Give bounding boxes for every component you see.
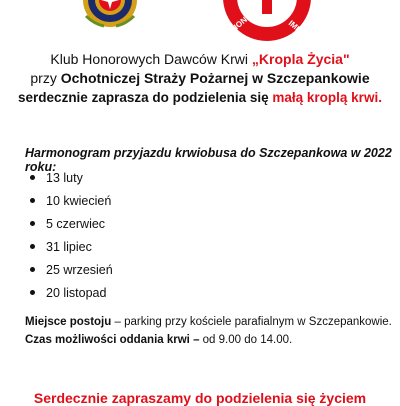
header-line-2 (0, 69, 400, 88)
location-info (25, 316, 392, 328)
time-text: od 9.00 do 14.00. (199, 334, 293, 346)
schedule-date: 20 listopad (28, 283, 113, 306)
schedule-title: Harmonogram przyjazdu krwiobusa do Szczepankowa w 2022 roku: (25, 146, 392, 174)
header-line-2-prefix: przy (30, 70, 61, 86)
club-name: Klub Honorowych Dawców Krwi (50, 51, 252, 67)
logo-text-imb: IMB (286, 18, 304, 35)
time-label: Czas możliwości oddania krwi – (25, 334, 200, 346)
footer-invitation: Serdecznie zapraszamy do podzielenia się życiem (33, 390, 367, 406)
logo-text-hon: HON (229, 15, 249, 34)
logo-text-pck: PCK (258, 27, 275, 36)
pck-blood-donor-logo (222, 0, 312, 42)
header-line-1 (0, 50, 400, 69)
header-line-3 (0, 88, 400, 107)
invitation-header (0, 50, 400, 107)
fire-station-name: Ochotniczej Straży Pożarnej w Szczepankowie (60, 70, 370, 86)
schedule-dates-list (28, 168, 113, 306)
schedule-date: 31 lipiec (28, 237, 113, 260)
schedule-date: 13 luty (28, 168, 113, 191)
invitation-text: serdecznie zaprasza do podzielenia się (18, 90, 273, 105)
invitation-highlight: małą kroplą krwi. (272, 90, 382, 105)
schedule-date: 5 czerwiec (28, 214, 113, 237)
location-label: Miejsce postoju (25, 316, 112, 328)
club-motto: „Kropla Życia" (251, 51, 350, 67)
schedule-date: 10 kwiecień (28, 191, 113, 214)
fire-brigade-emblem (82, 0, 138, 28)
schedule-date: 25 wrzesień (28, 260, 113, 283)
location-text: – parking przy kościele parafialnym w Szczepankowie. (111, 316, 392, 328)
time-info (25, 334, 292, 346)
